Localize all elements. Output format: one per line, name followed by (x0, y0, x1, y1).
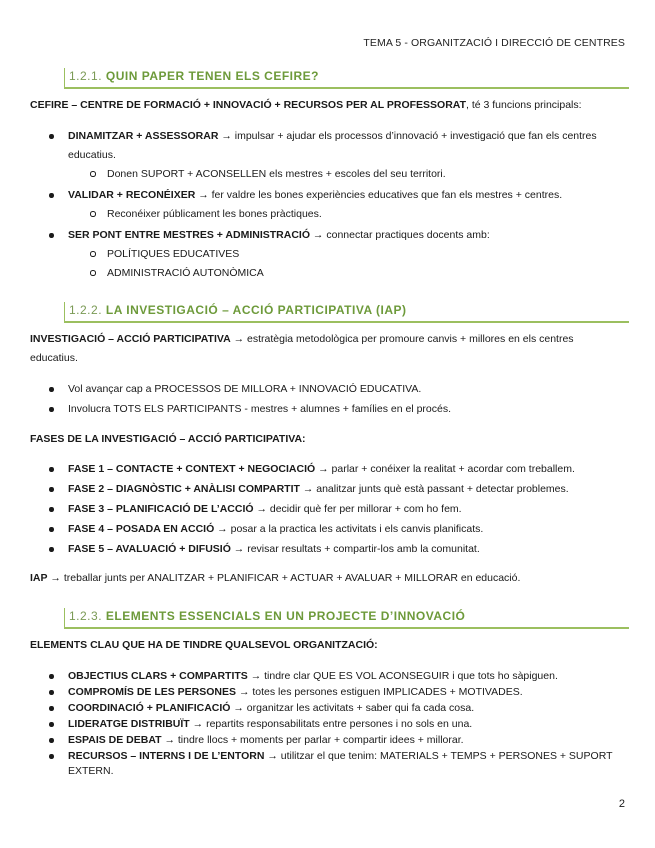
item-bold: DINAMITZAR + ASSESSORAR (68, 130, 219, 142)
sub-list-item: POLÍTIQUES EDUCATIVES (107, 245, 625, 264)
phases-title (30, 430, 625, 449)
phase-item (68, 460, 625, 479)
list-item (68, 226, 625, 245)
element-item (68, 668, 625, 684)
section-number: 1.2.2. (69, 303, 103, 317)
definition-text: → estratègia metodològica per promoure canvis + millores en els centres (230, 333, 574, 345)
iap-definition-continuation: educatius. (30, 352, 78, 364)
definition-bold: INVESTIGACIÓ – ACCIÓ PARTICIPATIVA (30, 333, 231, 345)
element-item (68, 684, 625, 700)
phase-text: → posar a la practica les activitats i els canvis planificats. (214, 523, 484, 535)
element-item (68, 748, 625, 764)
phase-bold: FASE 4 – POSADA EN ACCIÓ (68, 523, 215, 535)
element-bold: COMPROMÍS DE LES PERSONES (68, 686, 237, 698)
phase-text: → revisar resultats + compartir-los amb la comunitat. (230, 543, 480, 555)
summary-bold: IAP (30, 572, 48, 584)
phase-bold: FASE 3 – PLANIFICACIÓ DE L’ACCIÓ (68, 503, 254, 515)
cefire-intro-bold: CEFIRE – CENTRE DE FORMACIÓ + INNOVACIÓ + RECURSOS PER AL PROFESSORAT (30, 99, 466, 111)
page-number: 2 (618, 798, 625, 810)
item-bold: SER PONT ENTRE MESTRES + ADMINISTRACIÓ (68, 229, 311, 241)
element-item (68, 700, 625, 716)
list-item: Involucra TOTS ELS PARTICIPANTS - mestres + alumnes + famílies en el procés. (68, 400, 625, 419)
summary-text: → treballar junts per ANALITZAR + PLANIFICAR + ACTUAR + AVALUAR + MILLORAR en educació. (47, 572, 521, 584)
list-item (68, 127, 625, 146)
item-bold: VALIDAR + RECONÉIXER (68, 189, 196, 201)
element-bold: OBJECTIUS CLARS + COMPARTITS (68, 670, 248, 682)
element-item (68, 732, 625, 748)
phase-item (68, 520, 625, 539)
cefire-intro-rest: , té 3 funcions principals: (466, 99, 582, 111)
sub-list-item: Reconéixer públicament les bones pràctiques. (107, 205, 625, 224)
section-title: QUIN PAPER TENEN ELS CEFIRE? (105, 69, 320, 83)
section-heading-elements (64, 608, 629, 629)
item-text: → fer valdre les bones experiències educatives que fan els mestres + centres. (195, 189, 563, 201)
section-title: ELEMENTS ESSENCIALS EN UN PROJECTE D’INNOVACIÓ (105, 609, 466, 623)
element-text: → tindre clar QUE ES VOL ACONSEGUIR i que tots ho sàpiguen. (247, 670, 558, 682)
element-item-continuation: EXTERN. (68, 765, 114, 777)
section-heading-cefire (64, 68, 629, 89)
phase-bold: FASE 2 – DIAGNÒSTIC + ANÀLISI COMPARTIT (68, 483, 300, 495)
item-text: → impulsar + ajudar els processos d’innovació + investigació que fan els centres (218, 130, 597, 142)
list-item: Vol avançar cap a PROCESSOS DE MILLORA + INNOVACIÓ EDUCATIVA. (68, 380, 625, 399)
list-item (68, 186, 625, 205)
element-bold: RECURSOS – INTERNS I DE L’ENTORN (68, 750, 265, 762)
section-title: LA INVESTIGACIÓ – ACCIÓ PARTICIPATIVA (IAP) (105, 303, 407, 317)
element-bold: COORDINACIÓ + PLANIFICACIÓ (68, 702, 231, 714)
sub-list-item: Donen SUPORT + ACONSELLEN els mestres + escoles del seu territori. (107, 165, 625, 184)
section-heading-iap (64, 302, 629, 323)
element-text: → tindre llocs + moments per parlar + compartir idees + millorar. (161, 734, 464, 746)
elements-title (30, 636, 625, 655)
element-text: → repartits responsabilitats entre persones i no sols en una. (189, 718, 473, 730)
document-page (30, 0, 625, 848)
page-header: TEMA 5 - ORGANITZACIÓ I DIRECCIÓ DE CENTRES (363, 37, 625, 49)
element-item (68, 716, 625, 732)
sub-list-item: ADMINISTRACIÓ AUTONÒMICA (107, 264, 625, 283)
iap-definition (30, 330, 625, 349)
element-text: → utilitzar el que tenim: MATERIALS + TEMPS + PERSONES + SUPORT (264, 750, 613, 762)
iap-summary (30, 569, 625, 588)
elements-title-text: ELEMENTS CLAU QUE HA DE TINDRE QUALSEVOL ORGANITZACIÓ: (30, 639, 378, 651)
section-number: 1.2.3. (69, 609, 103, 623)
phase-item (68, 500, 625, 519)
phases-title-text: FASES DE LA INVESTIGACIÓ – ACCIÓ PARTICIPATIVA: (30, 433, 306, 445)
phase-text: → parlar + conéixer la realitat + acordar com treballem. (315, 463, 575, 475)
phase-item (68, 540, 625, 559)
phase-text: → analitzar junts què està passant + detectar problemes. (299, 483, 569, 495)
cefire-intro (30, 96, 625, 115)
element-text: → totes les persones estiguen IMPLICADES + MOTIVADES. (236, 686, 523, 698)
phase-item (68, 480, 625, 499)
phase-text: → decidir què fer per millorar + com ho fem. (253, 503, 462, 515)
element-bold: LIDERATGE DISTRIBUÏT (68, 718, 190, 730)
element-text: → organitzar les activitats + saber qui fa cada cosa. (230, 702, 475, 714)
phase-bold: FASE 5 – AVALUACIÓ + DIFUSIÓ (68, 543, 231, 555)
element-bold: ESPAIS DE DEBAT (68, 734, 162, 746)
item-text: → connectar practiques docents amb: (310, 229, 490, 241)
phase-bold: FASE 1 – CONTACTE + CONTEXT + NEGOCIACIÓ (68, 463, 316, 475)
section-number: 1.2.1. (69, 69, 103, 83)
list-item-continuation: educatius. (68, 149, 116, 161)
